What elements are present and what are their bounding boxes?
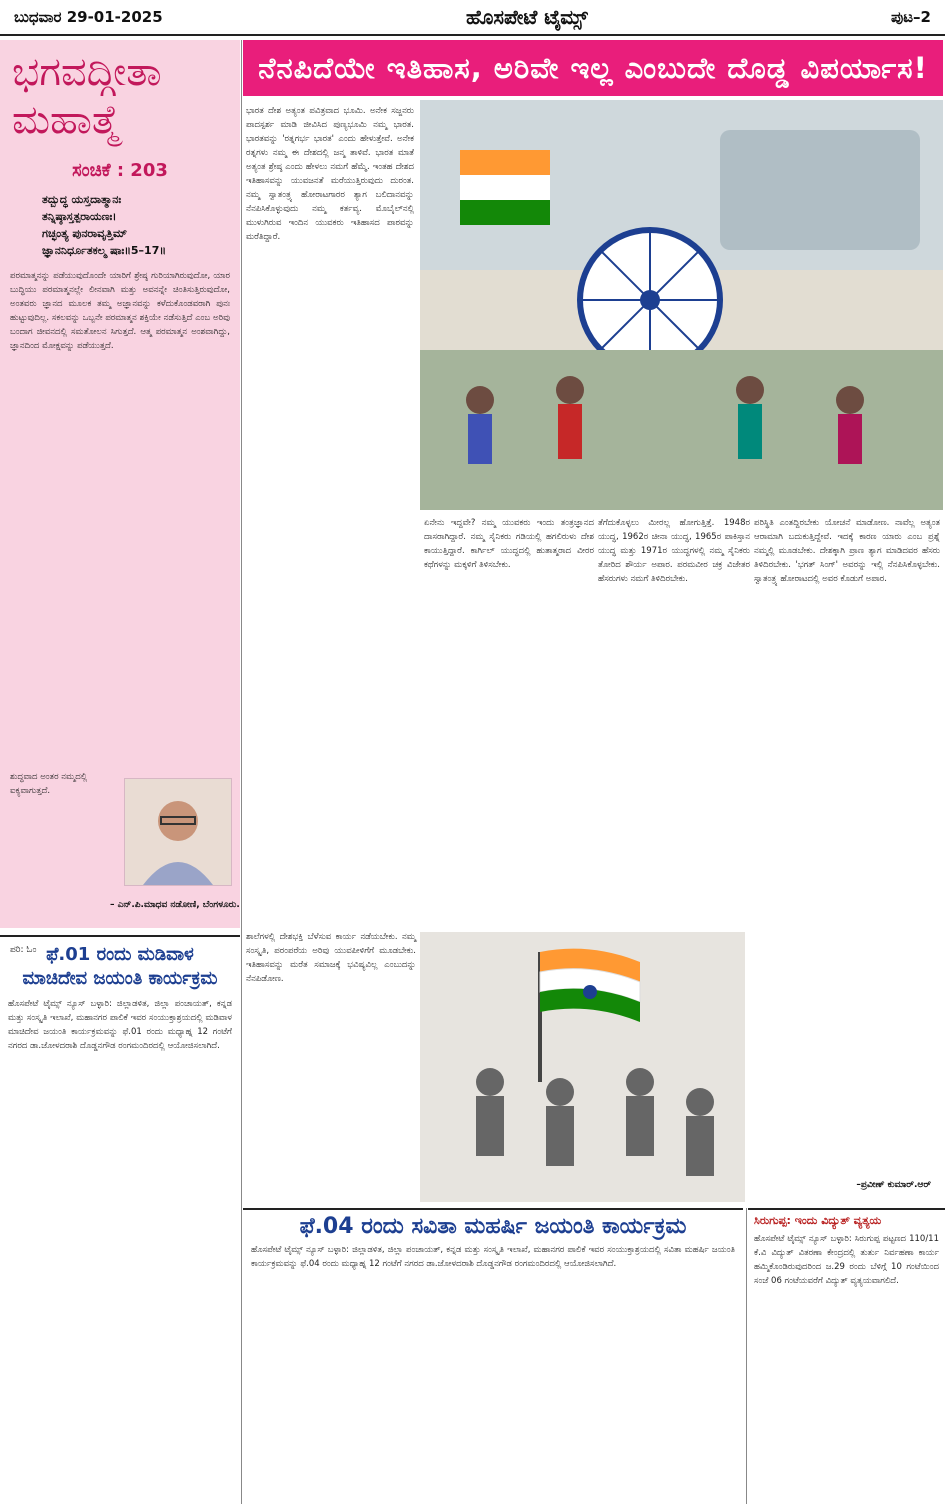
gita-issue-number: ಸಂಚಿಕೆ : 203 (72, 160, 168, 181)
masthead (0, 0, 945, 36)
column-divider (746, 1208, 747, 1504)
main-headline: ನೆನಪಿದೆಯೇ ಇತಿಹಾಸ, ಅರಿವೇ ಇಲ್ಲ ಎಂಬುದೇ ದೊಡ್ಡ ವಿಪರ್ಯಾಸ! (243, 40, 943, 96)
verse-line: ತದ್ಬುದ್ಧ ಯಸ್ತದಾತ್ಮಾನಃ (42, 193, 122, 206)
india-flag-youth-icon (420, 100, 943, 510)
story-body: ಹೊಸಪೇಟೆ ಟೈಮ್ಸ್ ನ್ಯೂಸ್ ಬಳ್ಳಾರಿ: ಜಿಲ್ಲಾಡಳಿತ, ಜಿಲ್ಲಾ ಪಂಚಾಯತ್, ಕನ್ನಡ ಮತ್ತು ಸಂಸ್ಕೃತಿ ಇಲಾಖೆ, ಮಹಾನಗರ ಪಾಲಿಕೆ ಇವರ ಸಂಯುಕ್ತಾಶ್ರಯದಲ್ಲಿ ಮಡಿವಾಳ ಮಾಚಿದೇವ ಜಯಂತಿ ಕಾರ್ಯಕ್ರಮವನ್ನು ಫೆ.01 ರಂದು ಮಧ್ಯಾಹ್ನ 12 ಗಂಟೆಗೆ ನಗರದ ಡಾ.ಜೋಳದರಾಶಿ ದೊಡ್ಡನಗೌಡ ರಂಗಮಂದಿರದಲ್ಲಿ ಆಯೋಜಿಸಲಾಗಿದೆ. (8, 999, 232, 1051)
story-body: ಹೊಸಪೇಟೆ ಟೈಮ್ಸ್ ನ್ಯೂಸ್ ಬಳ್ಳಾರಿ: ಜಿಲ್ಲಾಡಳಿತ, ಜಿಲ್ಲಾ ಪಂಚಾಯತ್, ಕನ್ನಡ ಮತ್ತು ಸಂಸ್ಕೃತಿ ಇಲಾಖೆ, ಮಹಾನಗರ ಪಾಲಿಕೆ ಇವರ ಸಂಯುಕ್ತಾಶ್ರಯದಲ್ಲಿ ಸವಿತಾ ಮಹರ್ಷಿ ಜಯಂತಿ ಕಾರ್ಯಕ್ರಮವನ್ನು ಫೆ.04 ರಂದು ಮಧ್ಯಾಹ್ನ 12 ಗಂಟೆಗೆ ನಗರದ ಡಾ.ಜೋಳದರಾಶಿ ದೊಡ್ಡನಗೌಡ ರಂಗಮಂದಿರದಲ್ಲಿ ಆಯೋಜಿಸಲಾಗಿದೆ. (251, 1245, 735, 1269)
youth-india-illustration (420, 100, 943, 510)
gita-verse (0, 181, 240, 259)
column-divider (241, 40, 242, 1504)
author-portrait-icon (125, 779, 231, 885)
gita-closing-text: ಶುದ್ಧವಾದ ಅಂತರ ನಮ್ಮದಲ್ಲಿ ಐಕ್ಯವಾಗುತ್ತದೆ. (10, 772, 88, 796)
newspaper-name: ಹೊಸಪೇಟೆ ಟೈಮ್ಸ್ (466, 5, 588, 29)
verse-line: ತನ್ನಿಷ್ಠಾಸ್ತತ್ಪರಾಯಣಃ। (42, 210, 117, 223)
soldiers-illustration (420, 932, 745, 1202)
gita-title: ಭಗವದ್ಗೀತಾ ಮಹಾತ್ಮೆ (12, 49, 162, 143)
article-column: ತೆಗೆದುಕೊಳ್ಳಲು ಮೀರಲ್ಲ ಹೋಗುತ್ತಿತ್ತೆ. 1948ರ ಯುದ್ಧ, 1962ರ ಚೀನಾ ಯುದ್ಧ, 1965ರ ಪಾಕಿಸ್ತಾನ ಯುದ್ಧ ಮತ್ತು 1971ರ ಯುದ್ಧಗಳಲ್ಲಿ ನಮ್ಮ ಸೈನಿಕರು ತೋರಿದ ಶೌರ್ಯ ಅಪಾರ. ಪರಮವೀರ ಚಕ್ರ ವಿಜೇತರ ಹೆಸರುಗಳು ನಮಗೆ ತಿಳಿದಿರಬೇಕು. (598, 518, 750, 584)
story-headline-line: ಮಾಚಿದೇವ ಜಯಂತಿ ಕಾರ್ಯಕ್ರಮ (22, 968, 218, 989)
issue-date: ಬುಧವಾರ 29-01-2025 (14, 8, 163, 26)
article-column: ಶಾಲೆಗಳಲ್ಲಿ ದೇಶಭಕ್ತಿ ಬೆಳೆಸುವ ಕಾರ್ಯ ನಡೆಯಬೇಕು. ನಮ್ಮ ಸಂಸ್ಕೃತಿ, ಪರಂಪರೆಯ ಅರಿವು ಯುವಪೀಳಿಗೆಗೆ ಮೂಡಬೇಕು. ಇತಿಹಾಸವನ್ನು ಮರೆತ ಸಮಾಜಕ್ಕೆ ಭವಿಷ್ಯವಿಲ್ಲ ಎಂಬುದನ್ನು ನೆನಪಿಡೋಣ. (246, 932, 416, 984)
article-byline: –ಪ್ರವೀಣ್ ಕುಮಾರ್.ಆರ್ (856, 1180, 931, 1190)
article-column: ಪರಿಸ್ಥಿತಿ ಎಂತದ್ದಿರಬೇಕು ಯೋಚನೆ ಮಾಡೋಣ. ನಾವೆಲ್ಲ ಅತ್ಯಂತ ಆರಾಮಾಗಿ ಬದುಕುತ್ತಿದ್ದೇವೆ. ಇದಕ್ಕೆ ಕಾರಣ ಯಾರು ಎಂಬ ಪ್ರಶ್ನೆ ನಮ್ಮಲ್ಲಿ ಮೂಡಬೇಕು. ದೇಶಕ್ಕಾಗಿ ಪ್ರಾಣ ತ್ಯಾಗ ಮಾಡಿದವರ ಹೆಸರು ತಿಳಿದಿರಬೇಕು. 'ಭಗತ್ ಸಿಂಗ್' ಅವರನ್ನು ಇಲ್ಲಿ ನೆನಪಿಸಿಕೊಳ್ಳಬೇಕು. ಸ್ವಾತಂತ್ರ್ಯ ಹೋರಾಟದಲ್ಲಿ ಅವರ ಕೊಡುಗೆ ಅಪಾರ. (754, 518, 940, 584)
story-headline (0, 937, 240, 997)
verse-line: ಗಚ್ಛಂತ್ಯ ಪುನರಾವೃತ್ತಿಮ್ (42, 227, 127, 240)
story-savita (243, 1208, 743, 1504)
story-headline: ಸಿರುಗುಪ್ಪ: ಇಂದು ವಿದ್ಯುತ್ ವ್ಯತ್ಯಯ (754, 1214, 882, 1227)
story-headline: ಫೆ.04 ರಂದು ಸವಿತಾ ಮಹರ್ಷಿ ಜಯಂತಿ ಕಾರ್ಯಕ್ರಮ (299, 1214, 687, 1239)
author-credit: – ಎನ್.ಪಿ.ಮಾಧವ ನಡೋಣಿ, ಬೆಂಗಳೂರು. (110, 900, 240, 910)
story-headline-line: ಫೆ.01 ರಂದು ಮಡಿವಾಳ (46, 944, 194, 965)
story-machideva (0, 935, 240, 1504)
author-photo (124, 778, 232, 886)
article-column: ಏನೇನು ಇದ್ದವೇ? ನಮ್ಮ ಯುವಕರು ಇಂದು ತಂತ್ರಜ್ಞಾನದ ದಾಸರಾಗಿದ್ದಾರೆ. ನಮ್ಮ ಸೈನಿಕರು ಗಡಿಯಲ್ಲಿ ಹಗಲಿರುಳು ದೇಶ ಕಾಯುತ್ತಿದ್ದಾರೆ. ಕಾರ್ಗಿಲ್ ಯುದ್ಧದಲ್ಲಿ ಹುತಾತ್ಮರಾದ ವೀರರ ಕಥೆಗಳನ್ನು ಮಕ್ಕಳಿಗೆ ತಿಳಿಸಬೇಕು. (424, 518, 594, 570)
gita-body-text: ಪರಮಾತ್ಮನನ್ನು ಪಡೆಯುವುದೊಂದೇ ಯಾರಿಗೆ ಶ್ರೇಷ್ಠ ಗುರಿಯಾಗಿರುವುದೋ, ಯಾರ ಬುದ್ಧಿಯು ಪರಮಾತ್ಮನಲ್ಲೇ ಲೀನವಾಗಿ ಮತ್ತು ಅವನನ್ನೇ ಚಿಂತಿಸುತ್ತಿರುವುದೋ, ಅಂತವರು ಜ್ಞಾನದ ಮೂಲಕ ತಮ್ಮ ಅಜ್ಞಾನವನ್ನು ಕಳೆದುಕೊಂಡವರಾಗಿ ಪುನಃ ಹುಟ್ಟುವುದಿಲ್ಲ. ಸಕಲವನ್ನು ಒಬ್ಬನೇ ಪರಮಾತ್ಮನ ಶಕ್ತಿಯೇ ನಡೆಸುತ್ತಿದೆ ಎಂಬ ಅರಿವು ಬಂದಾಗ ಜೀವನದಲ್ಲಿ ಸಮತೋಲನ ಸಿಗುತ್ತದೆ. ಆತ್ಮ ಪರಮಾತ್ಮನ ಅಂಶವಾಗಿದ್ದು, ಜ್ಞಾನದಿಂದ ಮೋಕ್ಷವನ್ನು ಪಡೆಯುತ್ತದೆ. (10, 271, 230, 351)
story-power-cut (748, 1208, 945, 1504)
gita-footer: ಪರಿ: ಓಂ (10, 945, 37, 955)
verse-line: ಜ್ಞಾನನಿರ್ಧೂತಕಲ್ಮ ಷಾಃ॥5–17॥ (42, 244, 167, 257)
page-number: ಪುಟ–2 (891, 8, 931, 26)
soldiers-flag-icon (420, 932, 745, 1202)
article-column: ಭಾರತ ದೇಶ ಅತ್ಯಂತ ಪವಿತ್ರವಾದ ಭೂಮಿ. ಅನೇಕ ಸಜ್ಜನರು ಪಾದಸ್ಪರ್ಶ ಮಾಡಿ ಜೀವಿಸಿದ ಪುಣ್ಯಭೂಮಿ ನಮ್ಮ ಭಾರತ. ಭಾರತವನ್ನು 'ರತ್ನಗರ್ಭ ಭಾರತ' ಎಂದು ಹೇಳುತ್ತೇವೆ. ಅನೇಕ ರತ್ನಗಳು ನಮ್ಮ ಈ ದೇಶದಲ್ಲಿ ಜನ್ಮ ತಾಳಿವೆ. ಭಾರತ ಮಾತೆ ಅತ್ಯಂತ ಶ್ರೇಷ್ಠ ಎಂದು ಹೇಳಲು ನಮಗೆ ಹೆಮ್ಮೆ. ಇಂತಹ ದೇಶದ ಇತಿಹಾಸವನ್ನು ಯುವಜನತೆ ಮರೆಯುತ್ತಿರುವುದು ದುರಂತ. ನಮ್ಮ ಸ್ವಾತಂತ್ರ್ಯ ಹೋರಾಟಗಾರರ ತ್ಯಾಗ ಬಲಿದಾನವನ್ನು ನೆನಪಿಸಿಕೊಳ್ಳುವುದು ನಮ್ಮ ಕರ್ತವ್ಯ. ಮೊಬೈಲ್‌ನಲ್ಲಿ ಮುಳುಗಿರುವ ಇಂದಿನ ಯುವಕರು ಇತಿಹಾಸದ ಪಾಠವನ್ನು ಮರೆತಿದ್ದಾರೆ. (246, 106, 414, 242)
story-body: ಹೊಸಪೇಟೆ ಟೈಮ್ಸ್ ನ್ಯೂಸ್ ಬಳ್ಳಾರಿ: ಸಿರುಗುಪ್ಪ ಪಟ್ಟಣದ 110/11 ಕೆ.ವಿ ವಿದ್ಯುತ್ ವಿತರಣಾ ಕೇಂದ್ರದಲ್ಲಿ ತುರ್ತು ನಿರ್ವಹಣಾ ಕಾರ್ಯ ಹಮ್ಮಿಕೊಂಡಿರುವುದರಿಂದ ಜ.29 ರಂದು ಬೆಳಿಗ್ಗೆ 10 ಗಂಟೆಯಿಂದ ಸಂಜೆ 06 ಗಂಟೆಯವರೆಗೆ ವಿದ್ಯುತ್ ವ್ಯತ್ಯಯವಾಗಲಿದೆ. (754, 1234, 939, 1286)
